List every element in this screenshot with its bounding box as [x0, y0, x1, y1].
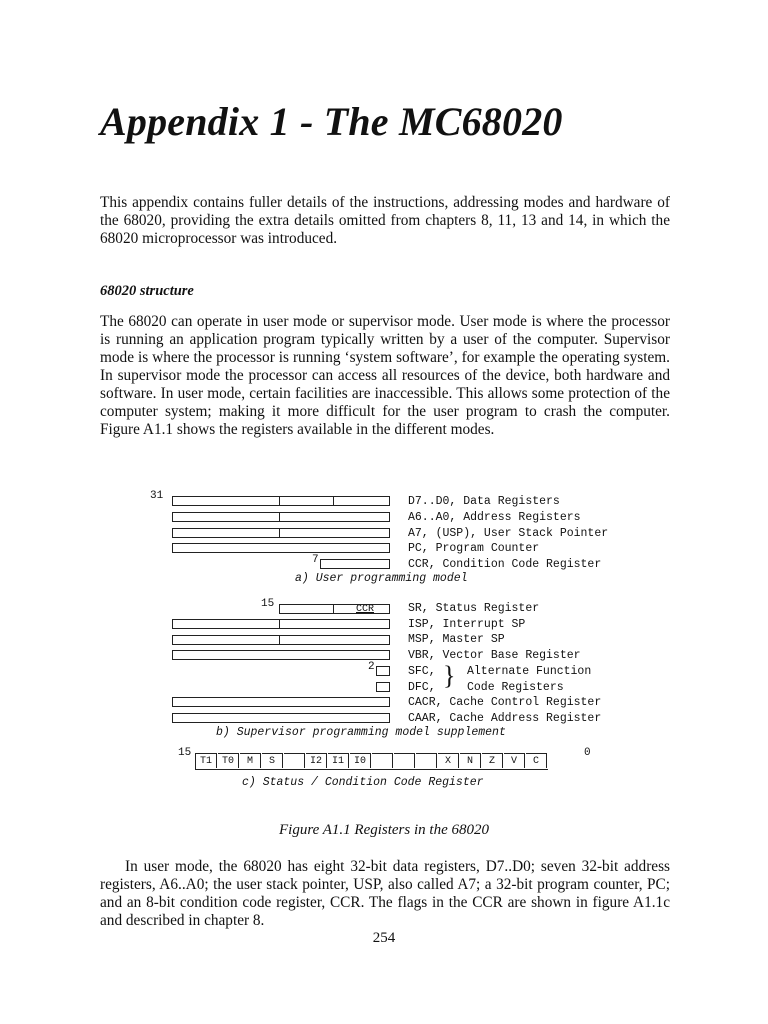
status-register-caption: c) Status / Condition Code Register [242, 776, 484, 789]
supervisor-model-caption: b) Supervisor programming model supplement [216, 726, 506, 739]
register-msp [172, 635, 390, 645]
label-isp: ISP, Interrupt SP [408, 618, 526, 631]
register-figure [0, 488, 768, 798]
ccr-inner-label: CCR [356, 604, 375, 615]
figure-caption: Figure A1.1 Registers in the 68020 [279, 822, 489, 838]
label-code-registers: Code Registers [467, 681, 564, 694]
section-heading: 68020 structure [100, 283, 194, 299]
brace-icon: } [443, 661, 456, 690]
label-pc: PC, Program Counter [408, 542, 540, 555]
sr-bit-15-label: 15 [178, 747, 192, 759]
register-pc [172, 543, 390, 553]
sr-bit-t0: T0 [218, 753, 239, 768]
register-dfc [376, 682, 390, 692]
register-d7-d0 [172, 496, 390, 506]
register-sfc [376, 666, 390, 676]
sr-bit-empty [416, 753, 437, 768]
label-alt-function: Alternate Function [467, 665, 592, 678]
body-paragraph-2: In user mode, the 68020 has eight 32-bit data registers, D7..D0; seven 32-bit address registers, A6..A0; the user stack pointer, USP, also called A7; a 32-bit program counter, PC; and an 8-bit condition code register, CCR. The flags in the CCR are shown in figure A1.1c and described in chapter 8. [100, 858, 670, 929]
sr-bit-v: V [504, 753, 525, 768]
bit-2-label: 2 [368, 661, 375, 673]
label-ccr: CCR, Condition Code Register [408, 558, 602, 571]
status-register-bits [195, 753, 548, 770]
register-caar [172, 713, 390, 723]
sr-bit-empty [394, 753, 415, 768]
page-title: Appendix 1 - The MC68020 [100, 99, 563, 144]
page-number: 254 [372, 930, 396, 946]
register-cacr [172, 697, 390, 707]
sr-bit-x: X [438, 753, 459, 768]
label-cacr: CACR, Cache Control Register [408, 696, 602, 709]
register-sr [279, 604, 390, 614]
bit-31-label: 31 [150, 490, 164, 502]
label-a6-a0: A6..A0, Address Registers [408, 511, 581, 524]
sr-bit-i1: I1 [328, 753, 349, 768]
sr-bit-n: N [460, 753, 481, 768]
sr-bit-i0: I0 [350, 753, 371, 768]
label-sfc: SFC, [408, 665, 436, 678]
bit-15-label: 15 [261, 598, 275, 610]
user-model-caption: a) User programming model [295, 572, 468, 585]
register-ccr [320, 559, 390, 569]
register-a7 [172, 528, 390, 538]
label-d7-d0: D7..D0, Data Registers [408, 495, 560, 508]
bit-7-label: 7 [312, 554, 319, 566]
sr-bit-t1: T1 [196, 753, 217, 768]
label-caar: CAAR, Cache Address Register [408, 712, 602, 725]
sr-bit-c: C [526, 753, 547, 768]
sr-bit-s: S [262, 753, 283, 768]
sr-bit-i2: I2 [306, 753, 327, 768]
label-a7: A7, (USP), User Stack Pointer [408, 527, 609, 540]
register-vbr [172, 650, 390, 660]
intro-paragraph: This appendix contains fuller details of the instructions, addressing modes and hardware of the 68020, providing the extra details omitted from chapters 8, 11, 13 and 14, in which the 68020 microprocessor was introduced. [100, 194, 670, 247]
sr-bit-z: Z [482, 753, 503, 768]
sr-bit-empty [372, 753, 393, 768]
sr-bit-0-label: 0 [584, 747, 591, 759]
body-paragraph-1: The 68020 can operate in user mode or supervisor mode. User mode is where the processor is running an application program typically written by a user of the computer. Supervisor mode is where the processor is running ‘system software’, for example the operating system. In supervisor mode the processor can access all resources of the device, both hardware and software. In user mode, certain facilities are inaccessible. This allows some protection of the computer system; making it more difficult for the user program to crash the computer. Figure A1.1 shows the registers available in the different modes. [100, 313, 670, 438]
register-isp [172, 619, 390, 629]
label-msp: MSP, Master SP [408, 633, 505, 646]
sr-bit-m: M [240, 753, 261, 768]
label-dfc: DFC, [408, 681, 436, 694]
sr-bit-empty [284, 753, 305, 768]
register-a6-a0 [172, 512, 390, 522]
label-sr: SR, Status Register [408, 602, 540, 615]
label-vbr: VBR, Vector Base Register [408, 649, 581, 662]
